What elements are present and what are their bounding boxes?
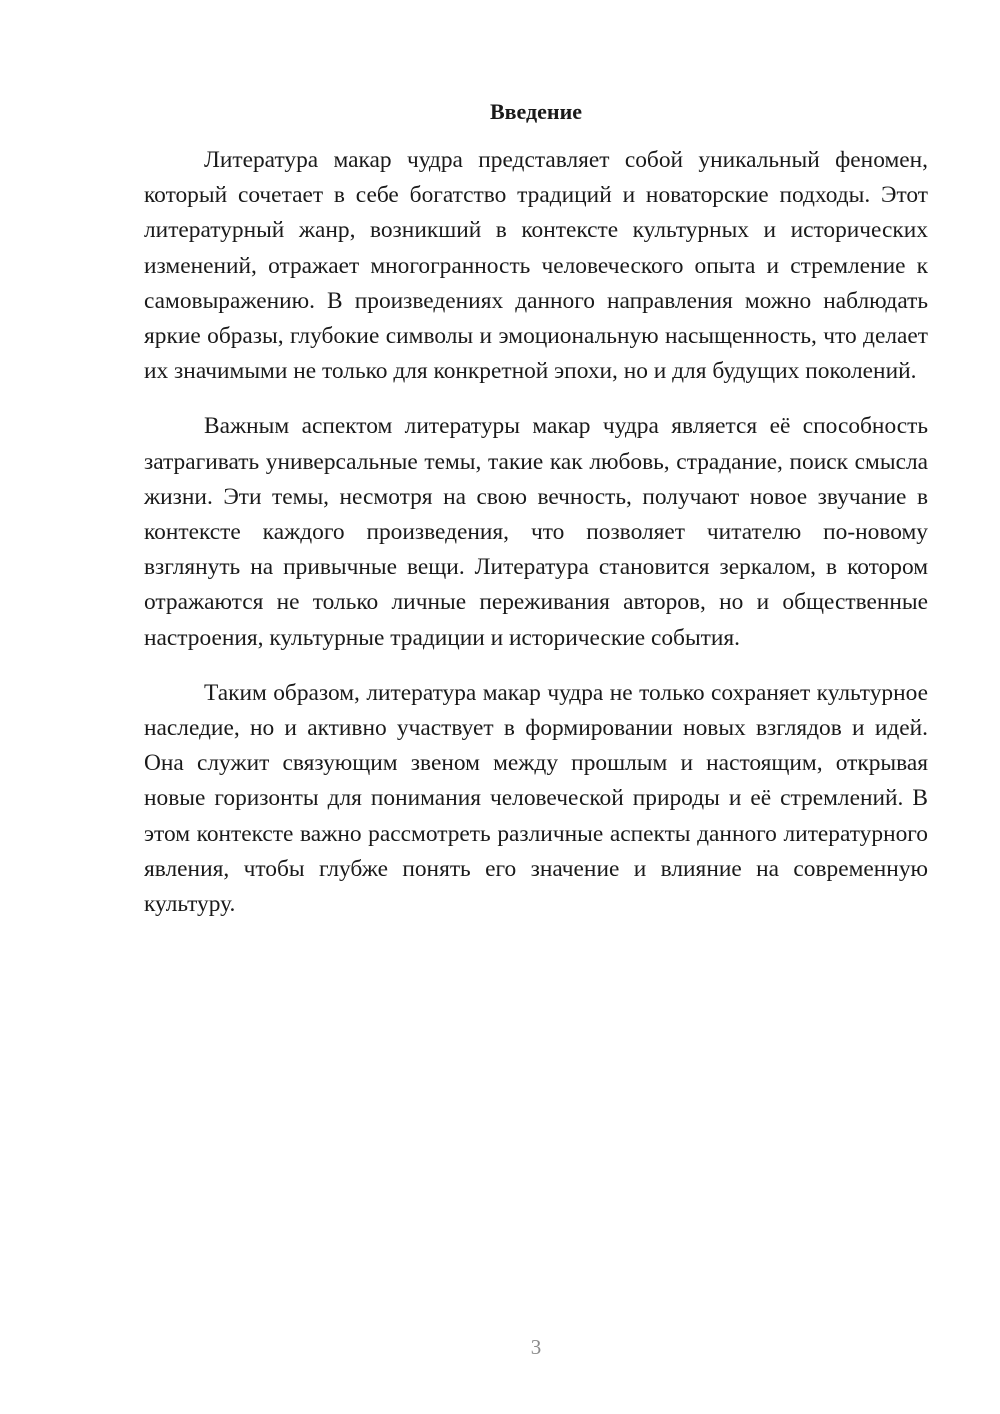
paragraph-3: Таким образом, литература макар чудра не только сохраняет культурное наследие, но и активно участвует в формировании новых взглядов и идей. Она служит связующим звеном между прошлым и настоящим, открывая новые горизонты для понимания человеческой природы и её стремлений. В этом контексте важно рассмотреть различные аспекты данного литературного явления, чтобы глубже понять его значение и влияние на современную культуру. [144, 679, 928, 918]
paragraph-2: Важным аспектом литературы макар чудра является её способность затрагивать универсальные темы, такие как любовь, страдание, поиск смысла жизни. Эти темы, несмотря на свою вечность, получают новое звучание в контексте каждого произведения, что позволяет читателю по-новому взглянуть на привычные вещи. Литература становится зеркалом, в котором отражаются не только личные переживания авторов, но и общественные настроения, культурные традиции и исторические события. [144, 413, 928, 651]
page-number: 3 [530, 1335, 542, 1359]
body-text [144, 143, 928, 922]
paragraph-1: Литература макар чудра представляет собой уникальный феномен, который сочетает в себе богатство традиций и новаторские подходы. Этот литературный жанр, возникший в контексте культурных и исторических изменений, отражает многогранность человеческого опыта и стремление к самовыражению. В произведениях данного направления можно наблюдать яркие образы, глубокие символы и эмоциональную насыщенность, что делает их значимыми не только для конкретной эпохи, но и для будущих поколений. [144, 147, 928, 385]
page-title: Введение [489, 99, 583, 124]
